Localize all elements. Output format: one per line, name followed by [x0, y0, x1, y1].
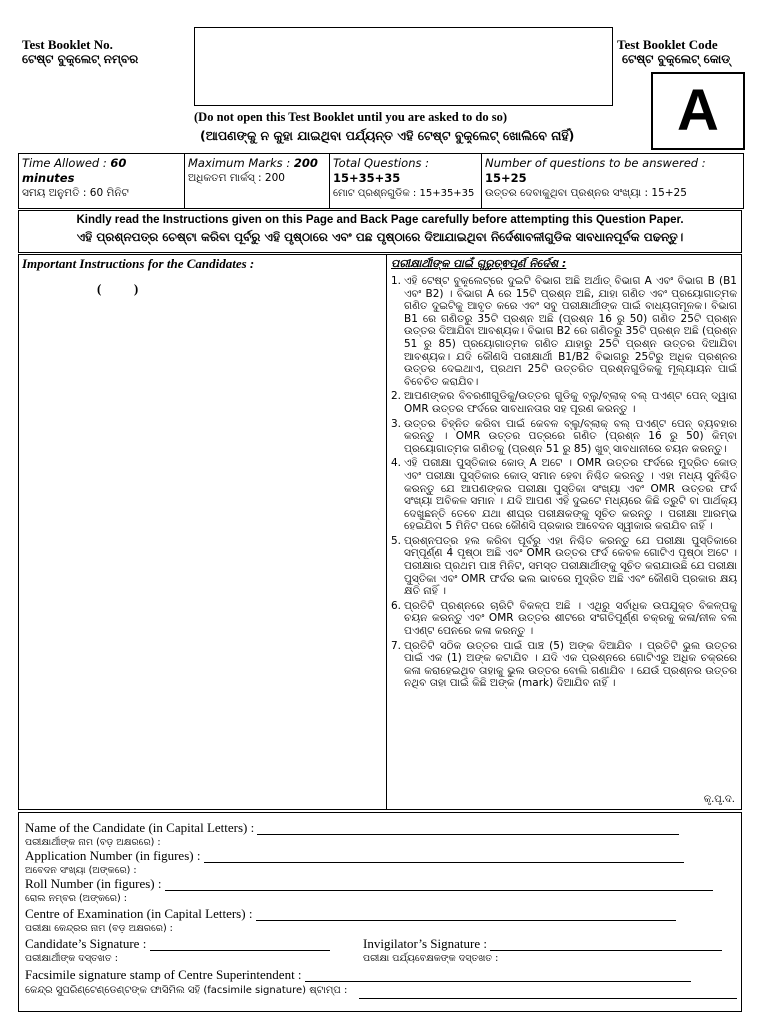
- instructions-section: [18, 254, 742, 810]
- instruction-text: ଏହି ଟେଷ୍ଟ ବୁକ଼୍ଲେଟ୍ରେ ଦୁଇଟି ବିଭାଗ ଅଛି ଅର୍ଥାତ୍ ବିଭାଗ A ଏବଂ ବିଭାଗ B (B1 ଏବଂ B2) । ବିଭାଗ A ରେ 15ଟି ପ୍ରଶ୍ନ ଅଛି, ଯାହା ଗଣିତ ଏବଂ ପ୍ରୟୋଗାତ୍ମକ ଗଣିତ ଦୁଇଟିକୁ ଆବୃତ କରେ ଏବଂ ସବୁ ପରୀକ୍ଷାର୍ଥୀଙ୍କ ପାଇଁ ବାଧ୍ୟତାମୂଳକ। ବିଭାଗ B1 ରେ ଗଣିତରୁ 35ଟି ପ୍ରଶ୍ନ ଅଛି (ପ୍ରଶ୍ନ 16 ରୁ 50) ଗଣିତ 25ଟି ପ୍ରଶ୍ନ ଉତ୍ତର ଦିଆଯିବା ଆବଶ୍ୟକ। ବିଭାଗ B2 ରେ ଗଣିତରୁ 35ଟି ପ୍ରଶ୍ନ ଅଛି (ପ୍ରଶ୍ନ 51 ରୁ 85) ପ୍ରୟୋଗାତ୍ମକ ଗଣିତ ଯାହାରୁ 25ଟି ପ୍ରଶ୍ନ ଉତ୍ତର ଦିଆଯିବା ଆବଶ୍ୟକ। ଯଦି କୌଣସି ପରୀକ୍ଷାର୍ଥୀ B1/B2 ବିଭାଗରୁ 25ଟିରୁ ଅଧିକ ପ୍ରଶ୍ନର ଉତ୍ତର ଦେଇଥାଏ, ପ୍ରଥମ 25ଟି ଉତ୍ତରିତ ପ୍ରଶ୍ନଗୁଡିକକୁ ମୂଲ୍ୟାୟନ ପାଇଁ ବିବେଚିତ କରାଯିବ।: [404, 275, 737, 388]
- english-instructions-placeholder: ( ): [97, 281, 139, 296]
- booklet-no-label-odia: ଟେଷ୍ଟ ବୁକ଼୍ଲେଟ୍ ନମ୍ବର: [22, 52, 139, 66]
- roll-number-label: Roll Number (in figures) :: [25, 876, 162, 891]
- instructions-heading-en: Important Instructions for the Candidates :: [22, 256, 255, 271]
- stamp-field-line-2[interactable]: [359, 998, 737, 999]
- application-number-row: [25, 849, 684, 863]
- instruction-text: ପ୍ରତିଟି ସଠିକ ଉତ୍ତର ପାଇଁ ପାଞ୍ଚ (5) ଅଙ୍କ ଦିଆଯିବ । ପ୍ରତିଟି ଭୁଲ ଉତ୍ତର ପାଇଁ ଏକ (1) ଅଙ୍କ କଟାଯିବ । ଯଦି ଏକ ପ୍ରଶ୍ନରେ ଗୋଟିଏରୁ ଅଧିକ ଚକ୍ରରେ କଳା କରାହେଇଥିବ ତାହାକୁ ଭୁଲ ଉତ୍ତର ବୋଲି ଗଣାଯିବ । ଯେଉଁ ପ୍ରଶ୍ନର ଉତ୍ତର ନଥିବ ତାହା ପାଇଁ କିଛି ଅଙ୍କ (mark) ଦିଆଯିବ ନାହିଁ ।: [404, 639, 737, 690]
- time-allowed-cell: [19, 154, 185, 208]
- instruction-text: ପ୍ରତିଟି ପ୍ରଶ୍ନରେ ଚାରିଟି ବିକଳ୍ପ ଅଛି । ଏଥିରୁ ସର୍ବାଧିକ ଉପଯୁକ୍ତ ବିକଳ୍ପକୁ ଚୟନ କରନ୍ତୁ ଏବଂ OMR ଉତ୍ତର ଶୀଟରେ ସଂଗତିପୂର୍ଣ୍ଣ ଚକ୍ରକୁ କଳା/ନୀଳ ବଲ ପଏଣ୍ଟ ପେନରେ କଳା କରନ୍ତୁ ।: [404, 599, 737, 638]
- instruction-item: 6. ପ୍ରତିଟି ପ୍ରଶ୍ନରେ ଚାରିଟି ବିକଳ୍ପ ଅଛି । ଏଥିରୁ ସର୍ବାଧିକ ଉପଯୁକ୍ତ ବିକଳ୍ପକୁ ଚୟନ କରନ୍ତୁ ଏବଂ OMR ଉତ୍ତର ଶୀଟରେ ସଂଗତିପୂର୍ଣ୍ଣ ଚକ୍ରକୁ କଳା/ନୀଳ ବଲ ପଏଣ୍ଟ ପେନରେ କଳା କରନ୍ତୁ ।: [391, 599, 737, 638]
- instruction-item: 1. ଏହି ଟେଷ୍ଟ ବୁକ଼୍ଲେଟ୍ରେ ଦୁଇଟି ବିଭାଗ ଅଛି ଅର୍ଥାତ୍ ବିଭାଗ A ଏବଂ ବିଭାଗ B (B1 ଏବଂ B2) । ବିଭାଗ A ରେ 15ଟି ପ୍ରଶ୍ନ ଅଛି, ଯାହା ଗଣିତ ଏବଂ ପ୍ରୟୋଗାତ୍ମକ ଗଣିତ ଦୁଇଟିକୁ ଆବୃତ କରେ ଏବଂ ସବୁ ପରୀକ୍ଷାର୍ଥୀଙ୍କ ପାଇଁ ବାଧ୍ୟତାମୂଳକ। ବିଭାଗ B1 ରେ ଗଣିତରୁ 35ଟି ପ୍ରଶ୍ନ ଅଛି (ପ୍ରଶ୍ନ 16 ରୁ 50) ଗଣିତ 25ଟି ପ୍ରଶ୍ନ ଉତ୍ତର ଦିଆଯିବା ଆବଶ୍ୟକ। ବିଭାଗ B2 ରେ ଗଣିତରୁ 35ଟି ପ୍ରଶ୍ନ ଅଛି (ପ୍ରଶ୍ନ 51 ରୁ 85) ପ୍ରୟୋଗାତ୍ମକ ଗଣିତ ଯାହାରୁ 25ଟି ପ୍ରଶ୍ନ ଉତ୍ତର ଦିଆଯିବା ଆବଶ୍ୟକ। ଯଦି କୌଣସି ପରୀକ୍ଷାର୍ଥୀ B1/B2 ବିଭାଗରୁ 25ଟିରୁ ଅଧିକ ପ୍ରଶ୍ନର ଉତ୍ତର ଦେଇଥାଏ, ପ୍ରଥମ 25ଟି ଉତ୍ତରିତ ପ୍ରଶ୍ନଗୁଡିକକୁ ମୂଲ୍ୟାୟନ ପାଇଁ ବିବେଚିତ କରାଯିବ।: [391, 275, 737, 388]
- candidate-signature-row: [25, 937, 330, 951]
- marks-label-odia: ଅଧିକତମ ମାର୍କସ୍ : 200: [188, 172, 285, 184]
- do-not-open-warning-odia: (ଆପଣଙ୍କୁ ନ କୁହା ଯାଇଥିବା ପର୍ଯ୍ୟନ୍ତ ଏହି ଟେଷ୍ଟ ବୁକ଼୍ଲେଟ୍ ଖୋଲିବେ ନାହିଁ): [200, 128, 575, 143]
- instruction-text: ଉତ୍ତର ଚିହ୍ନିତ କରିବା ପାଇଁ କେବଳ ବ୍ଲୁ/ବ୍ଲାକ୍ ବଲ୍ ପଏଣ୍ଟ ପେନ୍ ବ୍ୟବହାର କରନ୍ତୁ । OMR ଉତ୍ତର ପତ୍ରରେ ଗଣିତ (ପ୍ରଶ୍ନ 16 ରୁ 50) କିମ୍ବା ପ୍ରୟୋଗାତ୍ମକ ଗଣିତକୁ (ପ୍ରଶ୍ନ 51 ରୁ 85) ଖୁବ୍ ସାବଧାନୀରେ ଚୟନ କରନ୍ତୁ।: [404, 417, 737, 455]
- questions-to-answer-cell: [482, 154, 743, 208]
- booklet-code-box: [651, 72, 745, 150]
- stamp-row: [25, 968, 691, 982]
- instruction-item: 4. ଏହି ପରୀକ୍ଷା ପୁସ୍ତିକାର କୋଡ୍ A ଅଟେ । OMR ଉତ୍ତର ଫର୍ଦରେ ମୁଦ୍ରିତ କୋଡ୍ ଏବଂ ପରୀକ୍ଷା ପୁସ୍ତିକାର କୋଡ୍ ସମାନ ହେବା ନିଶ୍ଚିତ କରନ୍ତୁ । ଏହା ମଧ୍ୟ ସୁନିଶ୍ଚିତ କରନ୍ତୁ ଯେ ଆପଣଙ୍କର ପରୀକ୍ଷା ପୁସ୍ତିକା ସଂଖ୍ୟା ଏବଂ OMR ଉତ୍ତର ଫର୍ଦ ସଂଖ୍ୟା ଅବିକଳ ସମାନ । ଯଦି ଆପଣ ଏହି ଦୁଇଟେ ମଧ୍ୟରେ କିଛି ତ୍ରୁଟି ବା ପାର୍ଥକ୍ୟ ଦେଖୁଛନ୍ତି ତେବେ ଯଥା ଶୀଘ୍ର ପରୀକ୍ଷକଙ୍କୁ ସୂଚିତ କରନ୍ତୁ । ପରୀକ୍ଷା ଆରମ୍ଭ ହେଇଯିବା 5 ମିନିଟ ପରେ କୌଣସି ପ୍ରକାର ଆବେଦନ ସ୍ୱୀକାର କରାଯିବ ନାହିଁ ।: [391, 457, 737, 533]
- answer-value: 15+25: [485, 171, 527, 185]
- instruction-text: ଏହି ପରୀକ୍ଷା ପୁସ୍ତିକାର କୋଡ୍ A ଅଟେ । OMR ଉତ୍ତର ଫର୍ଦରେ ମୁଦ୍ରିତ କୋଡ୍ ଏବଂ ପରୀକ୍ଷା ପୁସ୍ତିକାର କୋଡ୍ ସମାନ ହେବା ନିଶ୍ଚିତ କରନ୍ତୁ । ଏହା ମଧ୍ୟ ସୁନିଶ୍ଚିତ କରନ୍ତୁ ଯେ ଆପଣଙ୍କର ପରୀକ୍ଷା ପୁସ୍ତିକା ସଂଖ୍ୟା ଏବଂ OMR ଉତ୍ତର ଫର୍ଦ ସଂଖ୍ୟା ଅବିକଳ ସମାନ । ଯଦି ଆପଣ ଏହି ଦୁଇଟେ ମଧ୍ୟରେ କିଛି ତ୍ରୁଟି ବା ପାର୍ଥକ୍ୟ ଦେଖୁଛନ୍ତି ତେବେ ଯଥା ଶୀଘ୍ର ପରୀକ୍ଷକଙ୍କୁ ସୂଚିତ କରନ୍ତୁ । ପରୀକ୍ଷା ଆରମ୍ଭ ହେଇଯିବା 5 ମିନିଟ ପରେ କୌଣସି ପ୍ରକାର ଆବେଦନ ସ୍ୱୀକାର କରାଯିବ ନାହିଁ ।: [404, 457, 737, 533]
- exam-centre-label-odia: ପରୀକ୍ଷା କେନ୍ଦ୍ରର ନାମ (ବଡ଼ ଅକ୍ଷରରେ) :: [25, 923, 173, 934]
- roll-number-label-odia: ରୋଲ ନମ୍ବର (ଅଙ୍କରେ) :: [25, 893, 127, 904]
- invigilator-signature-label-odia: ପରୀକ୍ଷା ପର୍ଯ୍ୟବେକ୍ଷକଙ୍କ ଦସ୍ତଖତ :: [363, 953, 499, 964]
- roll-number-field[interactable]: [165, 879, 713, 891]
- answer-label: Number of questions to be answered :: [485, 156, 706, 170]
- booklet-code-letter: A: [677, 78, 719, 143]
- candidate-signature-field[interactable]: [150, 939, 330, 951]
- booklet-code-label: Test Booklet Code: [617, 37, 718, 52]
- stamp-label-odia: କେନ୍ଦ୍ର ସୁପରିଣ୍ଟେଣ୍ଡେଣ୍ଟଙ୍କ ଫାସିମିଲ ସହି (facsimile signature) ଷ୍ଟାମ୍ପ :: [25, 985, 348, 996]
- candidate-signature-label: Candidate’s Signature :: [25, 936, 147, 951]
- invigilator-signature-label: Invigilator’s Signature :: [363, 936, 487, 951]
- instruction-item: 5. ପ୍ରଶ୍ନପତ୍ର ହଲ କରିବା ପୂର୍ବରୁ ଏହା ନିଶ୍ଚିତ କରନ୍ତୁ ଯେ ପରୀକ୍ଷା ପୁସ୍ତିକାରେ ସମ୍ପୂର୍ଣ୍ଣ 4 ପୃଷ୍ଠା ଅଛି ଏବଂ OMR ଉତ୍ତର ଫର୍ଦ କେବଳ ଗୋଟିଏ ପୃଷ୍ଠା ଅଟେ । ପରୀକ୍ଷାର ପ୍ରଥମ ପାଞ୍ଚ ମିନିଟ, ସମସ୍ତ ପରୀକ୍ଷାର୍ଥୀଙ୍କୁ ସୂଚିତ କରାଯାଉଛି ଯେ ପରୀକ୍ଷା ପୁସ୍ତିକା ଏବଂ OMR ଫର୍ଦର ଭଲ ଭାବରେ ମୁଦ୍ରିତ ଅଛି ଏବଂ କୌଣସି ପ୍ରକାର କ୍ଷୟ କ୍ଷତି ନାହିଁ ।: [391, 534, 737, 598]
- candidate-name-field[interactable]: [257, 823, 679, 835]
- total-questions-cell: [330, 154, 482, 208]
- candidate-signature-label-odia: ପରୀକ୍ଷାର୍ଥୀଙ୍କ ଦସ୍ତଖତ :: [25, 953, 118, 964]
- application-number-label-odia: ଅବେଦନ ସଂଖ୍ୟା (ଅଙ୍କରେ) :: [25, 865, 137, 876]
- column-divider: [386, 255, 387, 809]
- instruction-text: ପ୍ରଶ୍ନପତ୍ର ହଲ କରିବା ପୂର୍ବରୁ ଏହା ନିଶ୍ଚିତ କରନ୍ତୁ ଯେ ପରୀକ୍ଷା ପୁସ୍ତିକାରେ ସମ୍ପୂର୍ଣ୍ଣ 4 ପୃଷ୍ଠା ଅଛି ଏବଂ OMR ଉତ୍ତର ଫର୍ଦ କେବଳ ଗୋଟିଏ ପୃଷ୍ଠା ଅଟେ । ପରୀକ୍ଷାର ପ୍ରଥମ ପାଞ୍ଚ ମିନିଟ, ସମସ୍ତ ପରୀକ୍ଷାର୍ଥୀଙ୍କୁ ସୂଚିତ କରାଯାଉଛି ଯେ ପରୀକ୍ଷା ପୁସ୍ତିକା ଏବଂ OMR ଫର୍ଦର ଭଲ ଭାବରେ ମୁଦ୍ରିତ ଅଛି ଏବଂ କୌଣସି ପ୍ରକାର କ୍ଷୟ କ୍ଷତି ନାହିଁ ।: [404, 534, 737, 598]
- candidate-details-section: [18, 812, 742, 1012]
- exam-centre-label: Centre of Examination (in Capital Letters) :: [25, 906, 253, 921]
- stamp-field[interactable]: [305, 970, 691, 982]
- total-value: 15+35+35: [333, 171, 401, 185]
- candidate-name-row: [25, 821, 679, 835]
- instruction-text: ଆପଣଙ୍କର ବିବରଣୀଗୁଡିକୁ/ଉତ୍ତର ଗୁଡିକୁ ବ୍ଲୁ/ବ୍ଲାକ୍ ବଲ୍ ପଏଣ୍ଟ ପେନ୍ ଦ୍ୱାରା OMR ଉତ୍ତର ଫର୍ଦରେ ସାବଧାନତାର ସହ ପୂରଣ କରନ୍ତୁ ।: [404, 390, 737, 415]
- booklet-no-label: Test Booklet No.: [22, 37, 113, 52]
- exam-info-row: [18, 153, 744, 209]
- instruction-item: 3. ଉତ୍ତର ଚିହ୍ନିତ କରିବା ପାଇଁ କେବଳ ବ୍ଲୁ/ବ୍ଲାକ୍ ବଲ୍ ପଏଣ୍ଟ ପେନ୍ ବ୍ୟବହାର କରନ୍ତୁ । OMR ଉତ୍ତର ପତ୍ରରେ ଗଣିତ (ପ୍ରଶ୍ନ 16 ରୁ 50) କିମ୍ବା ପ୍ରୟୋଗାତ୍ମକ ଗଣିତକୁ (ପ୍ରଶ୍ନ 51 ରୁ 85) ଖୁବ୍ ସାବଧାନୀରେ ଚୟନ କରନ୍ତୁ।: [391, 417, 737, 455]
- total-label-odia: ମୋଟ ପ୍ରଶ୍ନଗୁଡିକ : 15+35+35: [333, 188, 475, 199]
- total-label: Total Questions :: [333, 156, 430, 170]
- instructions-list: [391, 275, 737, 690]
- exam-centre-row: [25, 907, 676, 921]
- application-number-field[interactable]: [204, 851, 684, 863]
- instruction-item: 7. ପ୍ରତିଟି ସଠିକ ଉତ୍ତର ପାଇଁ ପାଞ୍ଚ (5) ଅଙ୍କ ଦିଆଯିବ । ପ୍ରତିଟି ଭୁଲ ଉତ୍ତର ପାଇଁ ଏକ (1) ଅଙ୍କ କଟାଯିବ । ଯଦି ଏକ ପ୍ରଶ୍ନରେ ଗୋଟିଏରୁ ଅଧିକ ଚକ୍ରରେ କଳା କରାହେଇଥିବ ତାହାକୁ ଭୁଲ ଉତ୍ତର ବୋଲି ଗଣାଯିବ । ଯେଉଁ ପ୍ରଶ୍ନର ଉତ୍ତର ନଥିବ ତାହା ପାଇଁ କିଛି ଅଙ୍କ (mark) ଦିଆଯିବ ନାହିଁ ।: [391, 639, 737, 690]
- roll-number-row: [25, 877, 713, 891]
- candidate-name-label: Name of the Candidate (in Capital Letters) :: [25, 820, 255, 835]
- application-number-label: Application Number (in figures) :: [25, 848, 201, 863]
- time-value: 60 minutes: [22, 156, 127, 185]
- time-label-odia: ସମୟ ଅନୁମତି : 60 ମିନିଟ: [22, 187, 129, 199]
- instructions-heading-odia: ପରୀକ୍ଷାର୍ଥୀଙ୍କ ପାଇଁ ଗୁରୁତ୍ଵପୂର୍ଣ ନିର୍ଦେଶ :: [391, 257, 567, 270]
- read-instructions-notice: [18, 210, 742, 253]
- time-label: Time Allowed :: [22, 156, 111, 170]
- invigilator-signature-row: [363, 937, 722, 951]
- marks-label: Maximum Marks :: [188, 156, 294, 170]
- instructions-list-wrap: [391, 275, 737, 795]
- booklet-code-label-odia: ଟେଷ୍ଟ ବୁକ଼୍ଲେଟ୍ କୋଡ୍: [622, 52, 731, 66]
- pto-label: କୃ.ପୃ.ଦ.: [703, 794, 735, 805]
- answer-label-odia: ଉତ୍ତର ଦେବାକୁଥିବା ପ୍ରଶ୍ନର ସଂଖ୍ୟା : 15+25: [485, 187, 687, 199]
- instruction-item: 2. ଆପଣଙ୍କର ବିବରଣୀଗୁଡିକୁ/ଉତ୍ତର ଗୁଡିକୁ ବ୍ଲୁ/ବ୍ଲାକ୍ ବଲ୍ ପଏଣ୍ଟ ପେନ୍ ଦ୍ୱାରା OMR ଉତ୍ତର ଫର୍ଦରେ ସାବଧାନତାର ସହ ପୂରଣ କରନ୍ତୁ ।: [391, 390, 737, 415]
- exam-centre-field[interactable]: [256, 909, 676, 921]
- candidate-name-label-odia: ପରୀକ୍ଷାର୍ଥୀଙ୍କ ନାମ (ବଡ଼ ଅକ୍ଷରରେ) :: [25, 837, 161, 848]
- stamp-label: Facsimile signature stamp of Centre Superintendent :: [25, 967, 302, 982]
- marks-value: 200: [293, 156, 318, 170]
- read-notice-en: Kindly read the Instructions given on this Page and Back Page carefully before attempting this Question Paper.: [76, 214, 684, 226]
- do-not-open-warning: (Do not open this Test Booklet until you are asked to do so): [194, 110, 508, 124]
- read-notice-odia: ଏହି ପ୍ରଶ୍ନପତ୍ର ଚେଷ୍ଟା କରିବା ପୂର୍ବରୁ ଏହି ପୃଷ୍ଠାରେ ଏବଂ ପଛ ପୃଷ୍ଠାରେ ଦିଆଯାଇଥିବା ନିର୍ଦେଶାବଳୀଗୁଡିକ ସାବଧାନପୂର୍ବକ ପଢନ୍ତୁ।: [76, 230, 684, 244]
- invigilator-signature-field[interactable]: [490, 939, 722, 951]
- booklet-no-box[interactable]: [194, 27, 613, 106]
- max-marks-cell: [185, 154, 330, 208]
